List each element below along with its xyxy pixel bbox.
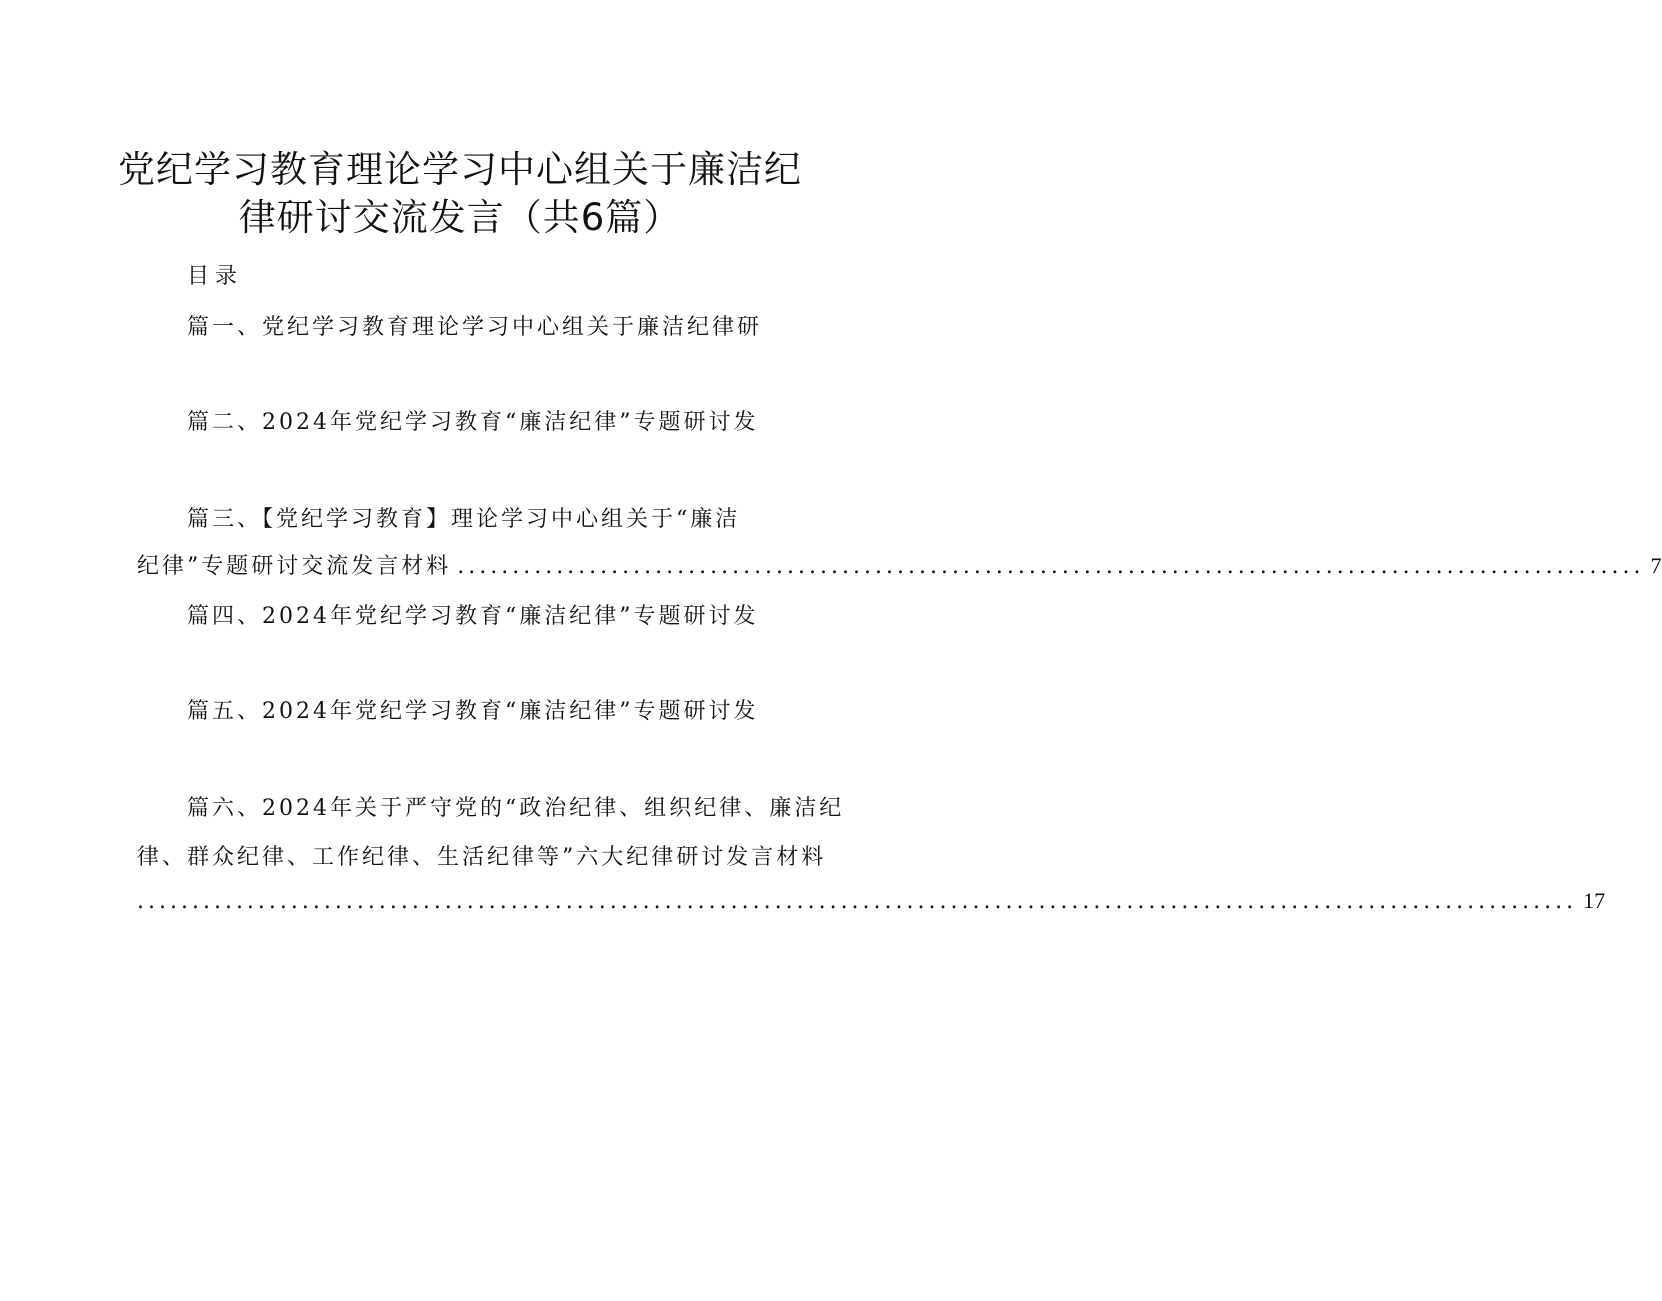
toc-heading: 目录 (187, 264, 244, 289)
document-title-line-1: 党纪学习教育理论学习中心组关于廉洁纪 (118, 148, 802, 191)
toc-entry-6-line-2[interactable]: 律、群众纪律、工作纪律、生活纪律等”六大纪律研讨发言材料 (137, 845, 827, 870)
toc-entry-1[interactable]: 篇一、党纪学习教育理论学习中心组关于廉洁纪律研 (187, 315, 763, 340)
document-title-line-2: 律研讨交流发言（共6篇） (238, 196, 682, 239)
dot-leader: ................................................................................................................................... (137, 889, 1578, 914)
dot-leader: ............................................................................................................ (457, 554, 1645, 579)
toc-entry-5[interactable]: 篇五、2024年党纪学习教育“廉洁纪律”专题研讨发 (187, 699, 759, 724)
toc-entry-2[interactable]: 篇二、2024年党纪学习教育“廉洁纪律”专题研讨发 (187, 410, 759, 435)
toc-entry-3-line-2[interactable] (137, 549, 1662, 580)
toc-entry-6-line-3[interactable] (137, 888, 1606, 914)
toc-entry-3-page: 7 (1650, 553, 1662, 578)
toc-entry-6-line-1[interactable]: 篇六、2024年关于严守党的“政治纪律、组织纪律、廉洁纪 (187, 796, 845, 821)
toc-entry-3-line-1[interactable]: 篇三、【党纪学习教育】理论学习中心组关于“廉洁 (187, 507, 741, 532)
toc-entry-6-page: 17 (1583, 888, 1606, 913)
toc-entry-4[interactable]: 篇四、2024年党纪学习教育“廉洁纪律”专题研讨发 (187, 604, 759, 629)
toc-entry-3-text: 纪律”专题研讨交流发言材料 (137, 554, 452, 579)
